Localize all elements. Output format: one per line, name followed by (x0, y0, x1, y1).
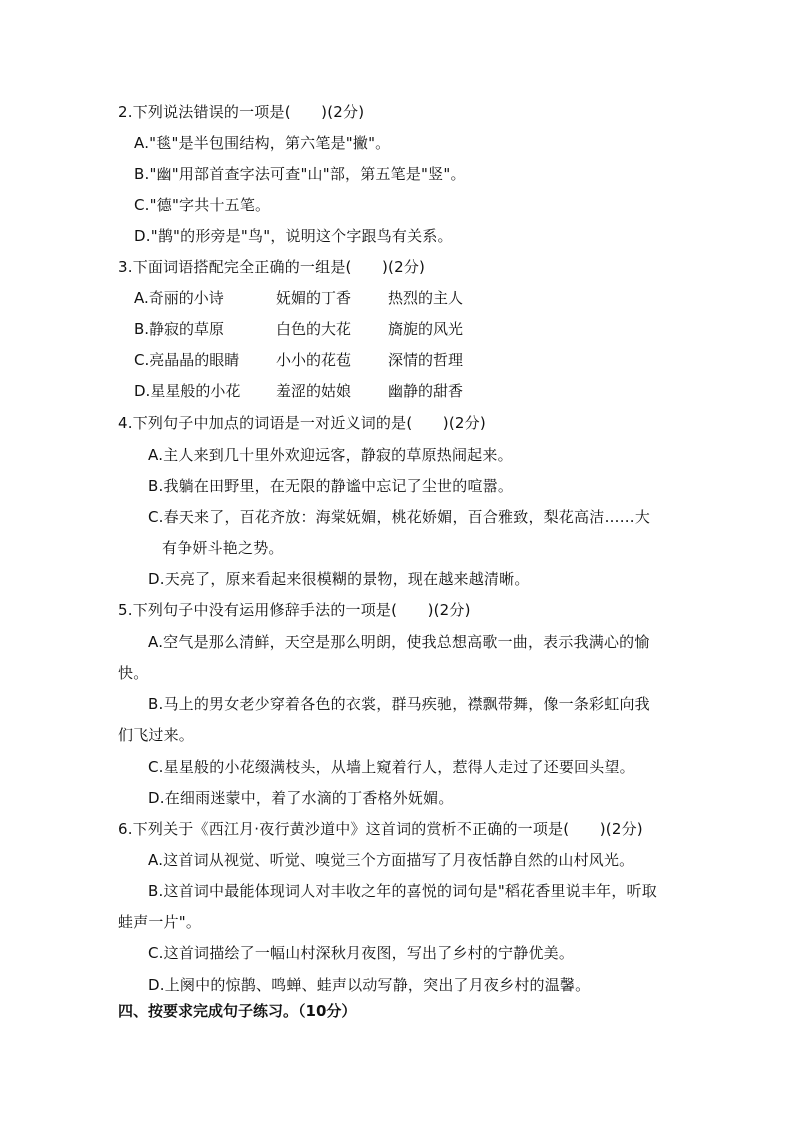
question-4-option-c-continued: 有争妍斗艳之势。 (162, 539, 284, 557)
question-5-option-a: A.空气是那么清鲜，天空是那么明朗，使我总想高歌一曲，表示我满心的愉 (148, 633, 650, 651)
question-2-option-d: D."鹊"的形旁是"鸟"，说明这个字跟鸟有关系。 (134, 227, 453, 245)
question-6-option-b: B.这首词中最能体现词人对丰收之年的喜悦的词句是"稻花香里说丰年，听取 (148, 882, 657, 900)
question-5-option-b-continued: 们飞过来。 (118, 726, 195, 744)
question-4-option-b: B.我躺在田野里，在无限的静谧中忘记了尘世的喧嚣。 (148, 477, 514, 495)
section-4-heading: 四、按要求完成句子练习。（10分） (118, 1002, 357, 1020)
question-3-a-phrase-3: 热烈的主人 (388, 289, 464, 307)
question-4-option-a: A.主人来到几十里外欢迎远客，静寂的草原热闹起来。 (148, 446, 513, 464)
question-6-title: 6.下列关于《西江月·夜行黄沙道中》这首词的赏析不正确的一项是( )(2分) (118, 820, 643, 838)
question-5-title: 5.下列句子中没有运用修辞手法的一项是( )(2分) (118, 601, 471, 619)
question-2-option-b: B."幽"用部首查字法可查"山"部，第五笔是"竖"。 (134, 165, 466, 183)
question-6-option-d: D.上阕中的惊鹊、鸣蝉、蛙声以动写静，突出了月夜乡村的温馨。 (148, 976, 591, 994)
question-3-d-phrase-3: 幽静的甜香 (388, 382, 464, 400)
question-4-title: 4.下列句子中加点的词语是一对近义词的是( )(2分) (118, 414, 486, 432)
question-6-option-c: C.这首词描绘了一幅山村深秋月夜图，写出了乡村的宁静优美。 (148, 944, 575, 962)
question-3-d-phrase-1: D.星星般的小花 (134, 382, 241, 400)
question-3-a-phrase-1: A.奇丽的小诗 (134, 289, 224, 307)
question-5-option-b: B.马上的男女老少穿着各色的衣裳，群马疾驰，襟飘带舞，像一条彩虹向我 (148, 695, 650, 713)
question-6-option-a: A.这首词从视觉、听觉、嗅觉三个方面描写了月夜恬静自然的山村风光。 (148, 851, 635, 869)
question-5-option-c: C.星星般的小花缀满枝头，从墙上窥着行人，惹得人走过了还要回头望。 (148, 758, 635, 776)
question-5-option-a-continued: 快。 (118, 664, 149, 682)
question-3-c-phrase-1: C.亮晶晶的眼睛 (134, 351, 240, 369)
question-4-option-d: D.天亮了，原来看起来很模糊的景物，现在越来越清晰。 (148, 570, 530, 588)
question-6-option-b-continued: 蛙声一片"。 (118, 913, 202, 931)
question-3-c-phrase-2: 小小的花苞 (276, 351, 352, 369)
question-3-b-phrase-2: 白色的大花 (276, 320, 352, 338)
question-3-title: 3.下面词语搭配完全正确的一组是( )(2分) (118, 258, 426, 276)
question-3-a-phrase-2: 妩媚的丁香 (276, 289, 352, 307)
question-2-title: 2.下列说法错误的一项是( )(2分) (118, 103, 365, 121)
question-3-c-phrase-3: 深情的哲理 (388, 351, 464, 369)
question-3-b-phrase-3: 旖旎的风光 (388, 320, 464, 338)
question-3-b-phrase-1: B.静寂的草原 (134, 320, 225, 338)
question-5-option-d: D.在细雨迷蒙中，着了水滴的丁香格外妩媚。 (148, 789, 454, 807)
question-2-option-a: A."毯"是半包围结构，第六笔是"撇"。 (134, 134, 391, 152)
question-2-option-c: C."德"字共十五笔。 (134, 196, 271, 214)
question-4-option-c: C.春天来了，百花齐放：海棠妩媚，桃花娇媚，百合雅致，梨花高洁……大 (148, 508, 651, 526)
question-3-d-phrase-2: 羞涩的姑娘 (276, 382, 352, 400)
